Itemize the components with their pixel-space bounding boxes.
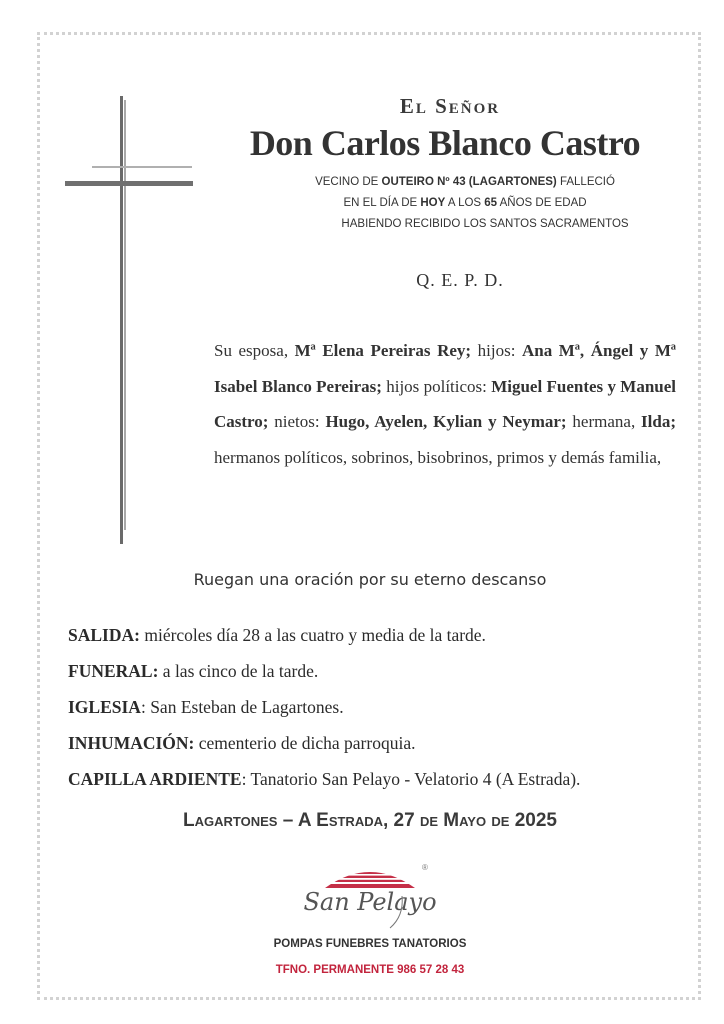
registered-mark: ® [422, 863, 428, 872]
prayer-line: Ruegan una oración por su eterno descanso [193, 570, 547, 589]
place-date: Lagartones – A Estrada, 27 de Mayo de 2025 [183, 810, 557, 831]
funeral-details [68, 620, 688, 800]
announcement-line-3: HABIENDO RECIBIDO LOS SANTOS SACRAMENTOS [341, 218, 629, 230]
detail-funeral: FUNERAL: a las cinco de la tarde. [68, 661, 319, 681]
deceased-name: Don Carlos Blanco Castro [249, 123, 641, 163]
detail-salida: SALIDA: miércoles día 28 a las cuatro y media de la tarde. [68, 625, 486, 645]
logo-text: San Pelayo [303, 888, 437, 916]
detail-capilla: CAPILLA ARDIENTE: Tanatorio San Pelayo - Velatorio 4 (A Estrada). [68, 769, 581, 789]
company-tagline: POMPAS FUNEBRES TANATORIOS [273, 938, 467, 950]
cross-icon [60, 96, 200, 546]
honorific-title: El Señor [399, 94, 501, 118]
announcement-line-1: VECINO DE OUTEIRO Nº 43 (LAGARTONES) FALLECIÓ [315, 176, 615, 188]
detail-inhumacion: INHUMACIÓN: cementerio de dicha parroquia. [68, 733, 416, 753]
family-paragraph: Su esposa, Mª Elena Pereiras Rey; hijos: Ana Mª, Ángel y Mª Isabel Blanco Pereiras; hijos políticos: Miguel Fuentes y Manuel Castro; nietos: Hugo, Ayelen, Kylian y Neymar; hermana, Ilda; hermanos políticos, sobrinos, bisobrinos, primos y demás familia, [214, 341, 676, 467]
detail-iglesia: IGLESIA: San Esteban de Lagartones. [68, 697, 344, 717]
san-pelayo-logo [290, 858, 450, 930]
qepd-text: Q. E. P. D. [416, 270, 504, 290]
phone-number: TFNO. PERMANENTE 986 57 28 43 [275, 964, 465, 976]
announcement-line-2: EN EL DÍA DE HOY A LOS 65 AÑOS DE EDAD [343, 197, 587, 209]
